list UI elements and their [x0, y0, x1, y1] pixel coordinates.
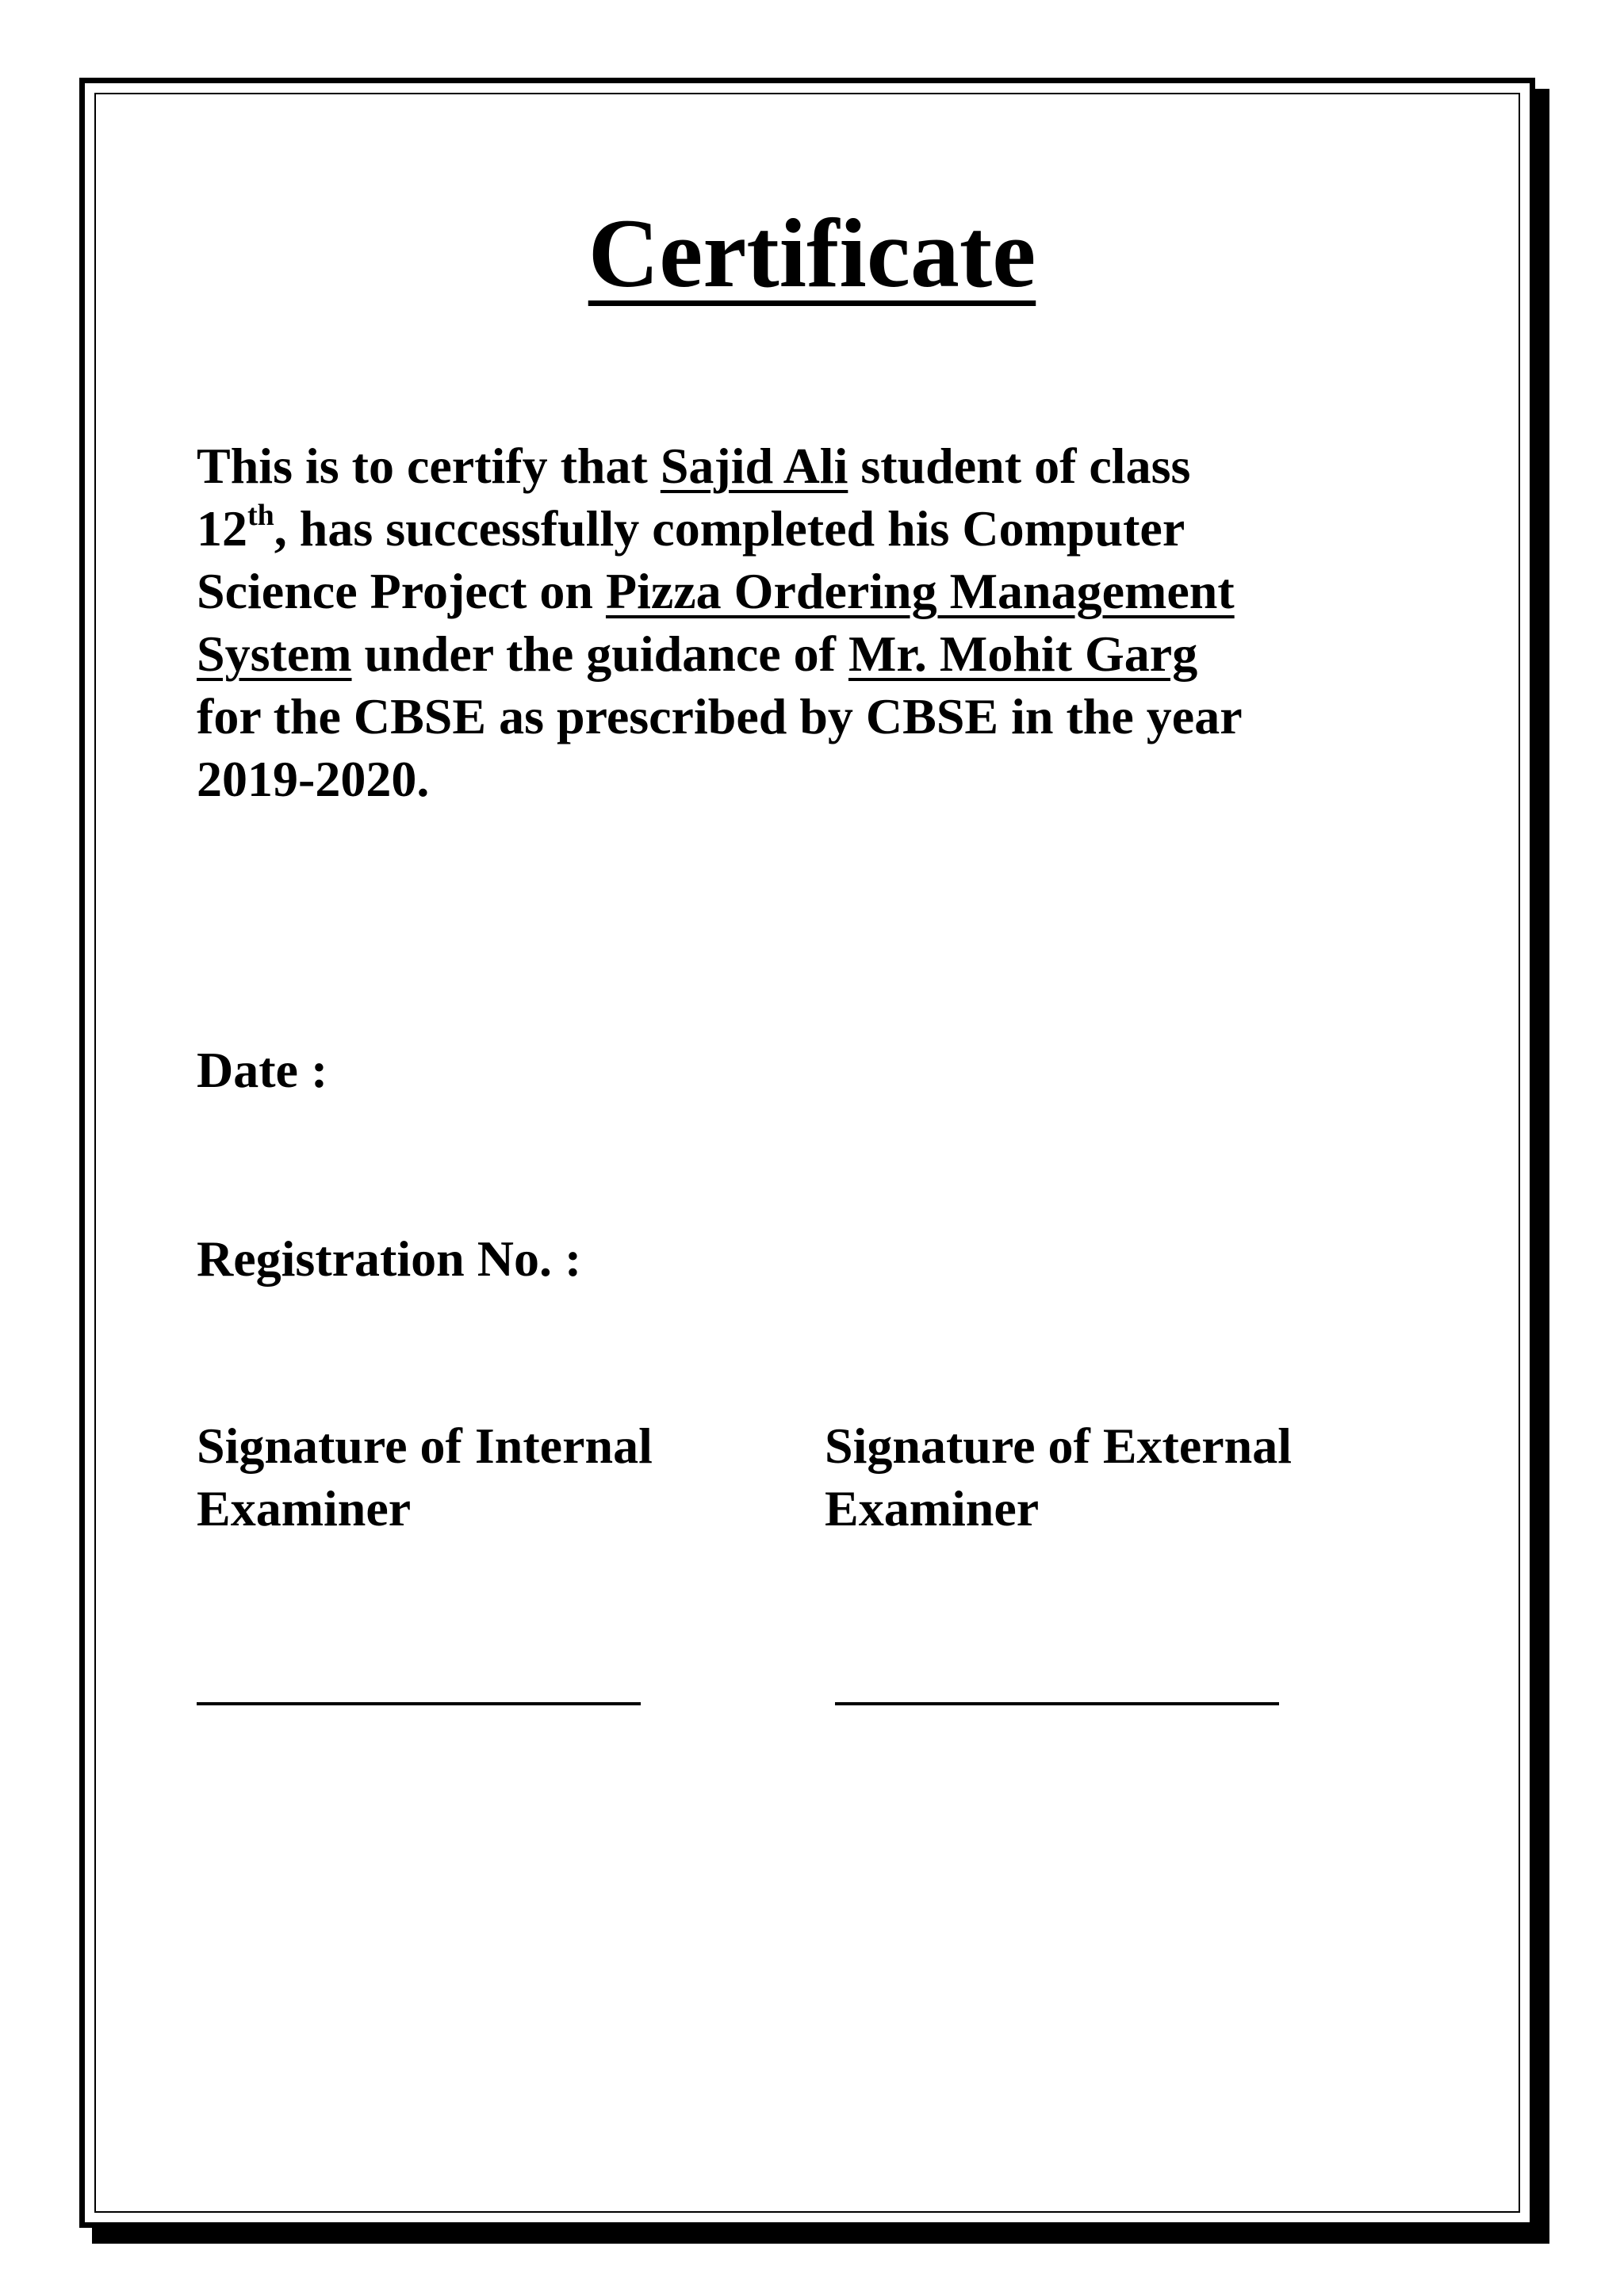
page-border-inner — [94, 93, 1520, 2213]
certificate-title — [0, 198, 1624, 309]
external-examiner-signature-label — [825, 1414, 1292, 1540]
guide-name: Mr. Mohit Garg — [848, 626, 1198, 682]
body-text-segment: This is to certify that — [197, 438, 661, 494]
internal-examiner-signature-label — [197, 1414, 653, 1540]
body-text-segment: under the guidance of — [351, 626, 848, 682]
registration-label: Registration No. : — [197, 1230, 582, 1287]
external-signature-line-1: Signature of External — [825, 1418, 1293, 1474]
external-signature-line-2: Examiner — [825, 1480, 1040, 1536]
page-border — [79, 78, 1535, 2228]
certificate-title-text: Certificate — [588, 199, 1036, 308]
class-superscript: th — [247, 499, 274, 532]
internal-signature-line-1: Signature of Internal — [197, 1418, 653, 1474]
internal-signature-line — [197, 1702, 641, 1705]
date-label: Date : — [197, 1042, 328, 1098]
project-name-continued: System — [197, 626, 352, 682]
internal-signature-line-2: Examiner — [197, 1480, 412, 1536]
project-name: Pizza Ordering Management — [605, 563, 1235, 619]
body-line-6 — [197, 748, 1402, 810]
body-line-5 — [197, 685, 1402, 748]
student-name: Sajid Ali — [660, 438, 848, 494]
body-line-3 — [197, 560, 1402, 622]
body-text-segment: 2019-2020. — [197, 751, 430, 807]
body-text-segment: student of class — [848, 438, 1191, 494]
body-line-1 — [197, 434, 1402, 497]
certificate-body — [197, 434, 1402, 810]
class-number: 12 — [197, 500, 247, 557]
body-line-2 — [197, 497, 1402, 560]
body-text-segment: , has successfully completed his Computer — [274, 500, 1185, 557]
body-line-4 — [197, 622, 1402, 685]
external-signature-line — [835, 1702, 1279, 1705]
body-text-segment: for the CBSE as prescribed by CBSE in the year — [197, 688, 1243, 744]
body-text-segment: Science Project on — [197, 563, 606, 619]
